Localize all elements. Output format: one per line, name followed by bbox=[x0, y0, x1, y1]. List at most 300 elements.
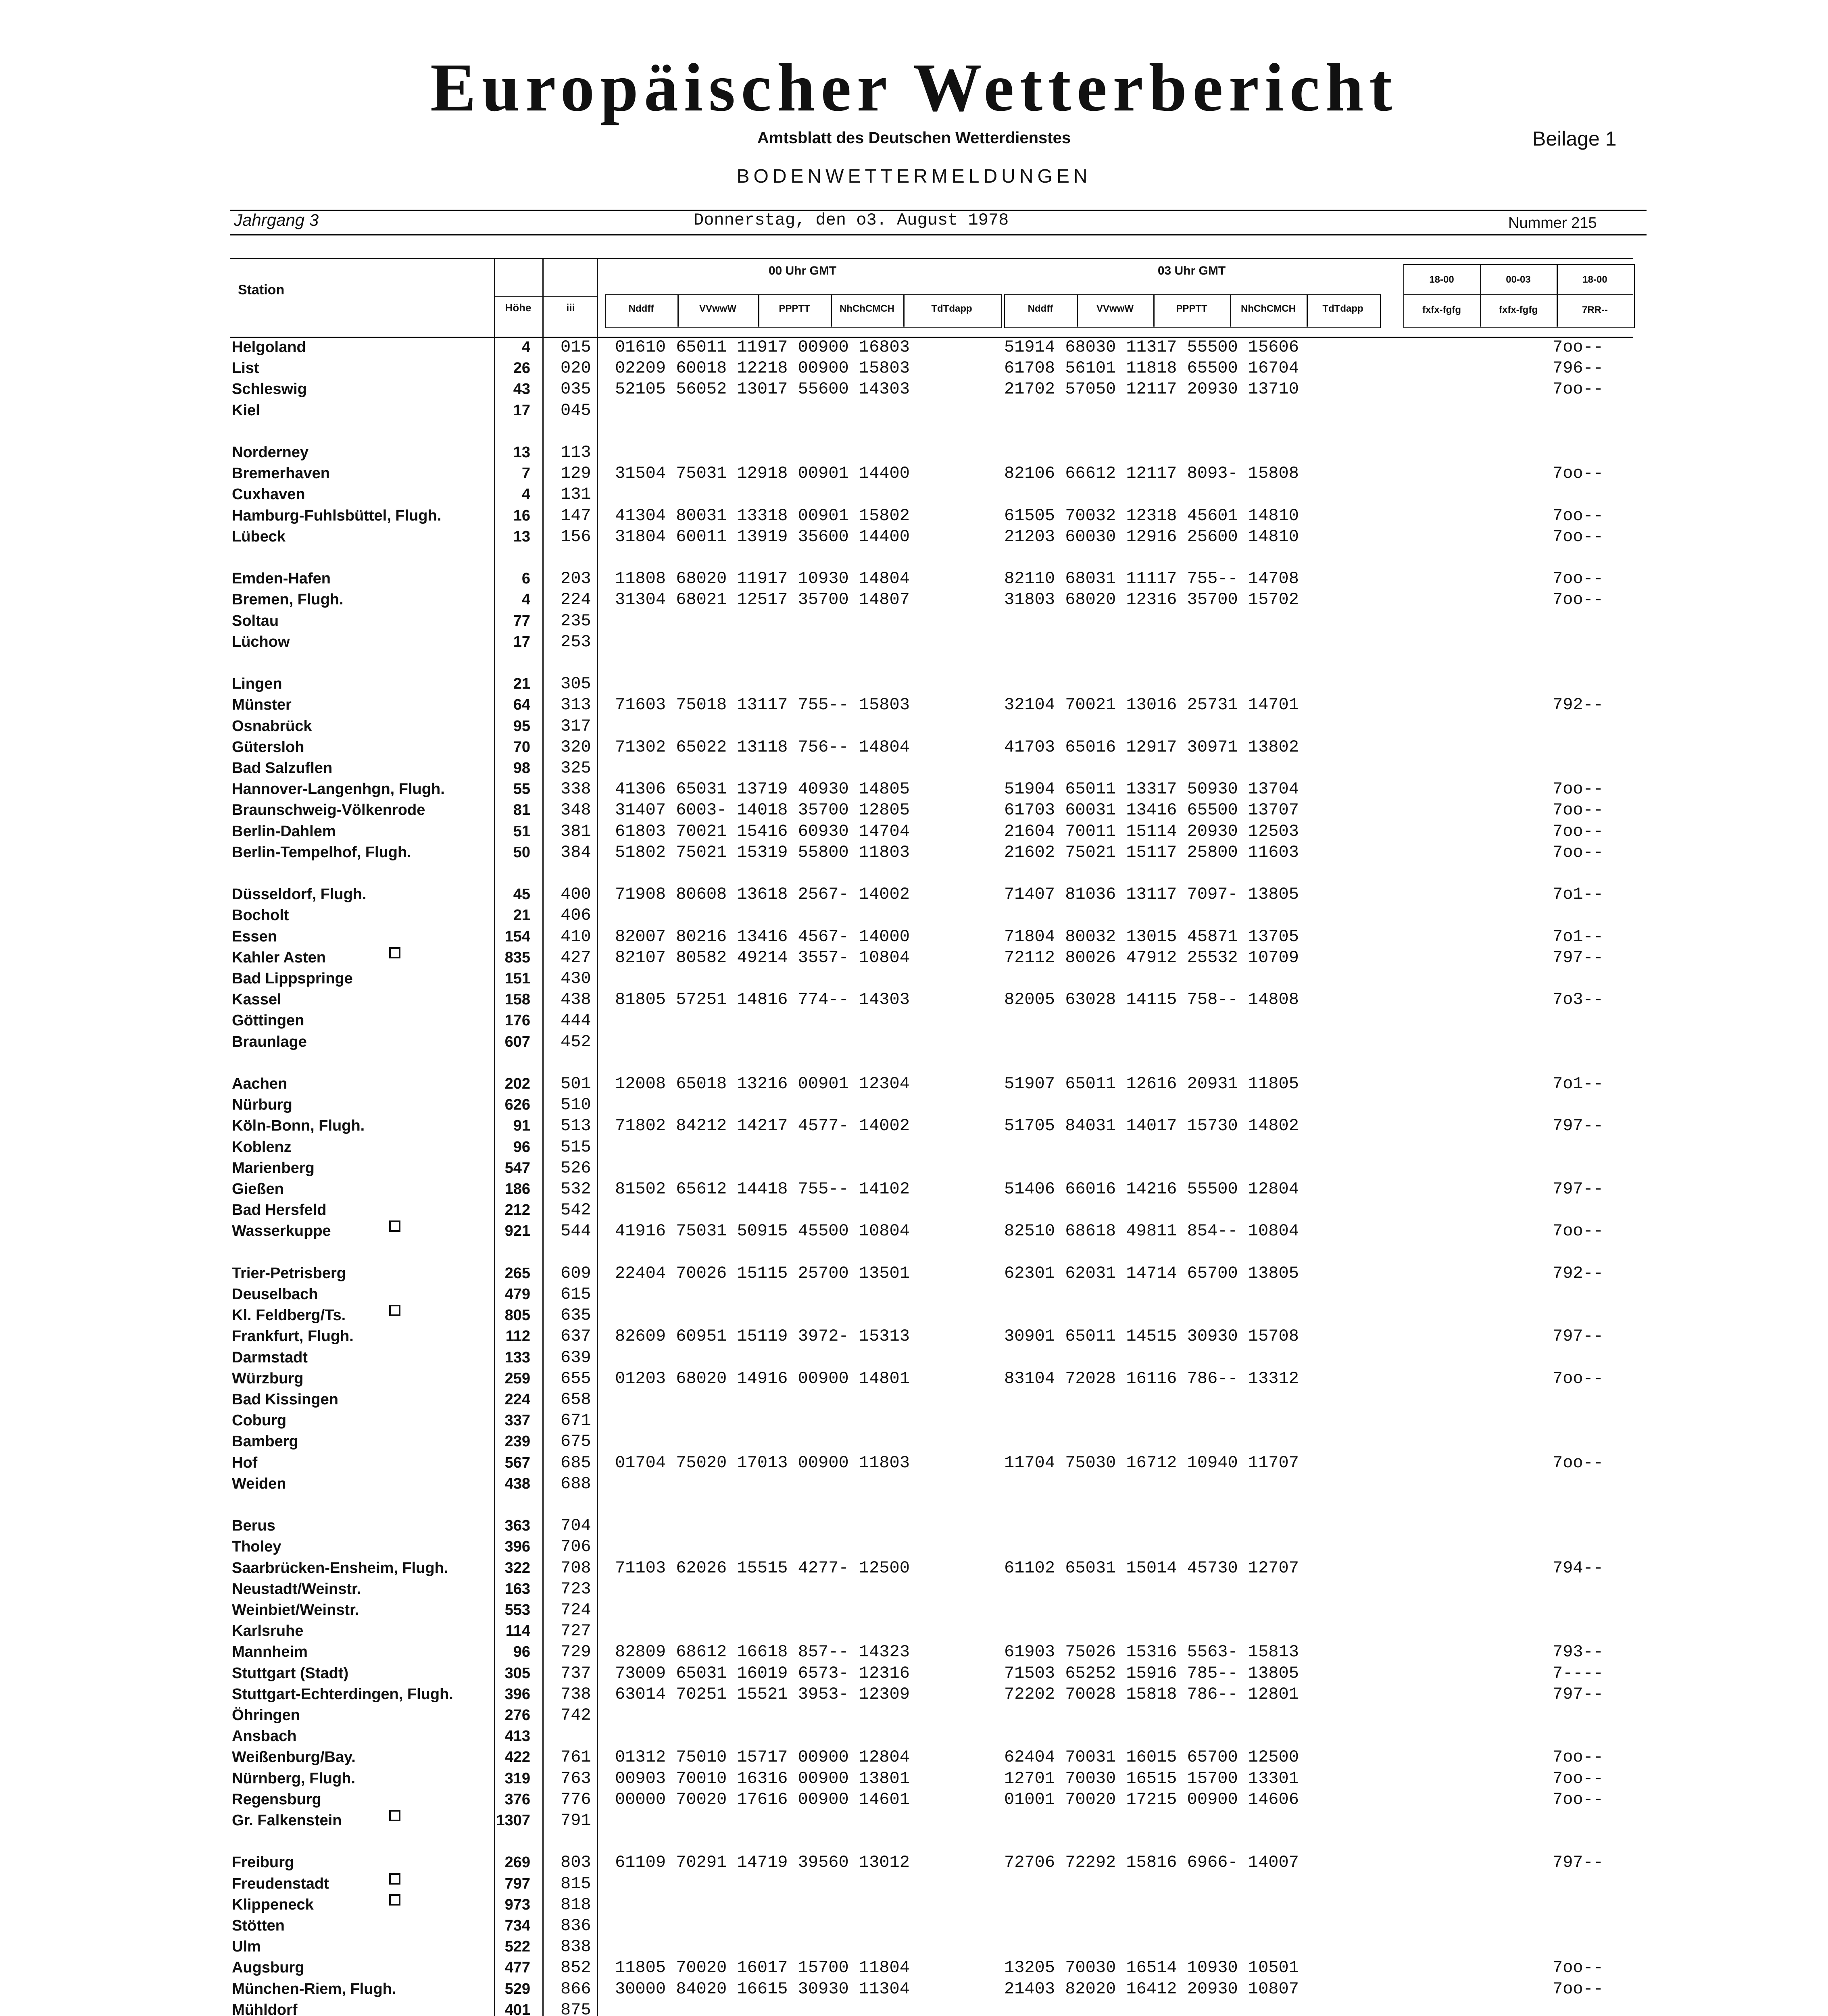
station-id: 015 bbox=[561, 337, 591, 357]
obs-00-utc: 11805 70020 16017 15700 11804 bbox=[615, 1958, 910, 1978]
col00-pppt: PPPTT bbox=[779, 303, 810, 314]
precip-group: 7o3-- bbox=[1553, 990, 1604, 1010]
station-id: 791 bbox=[561, 1811, 591, 1830]
open-square-icon bbox=[389, 1305, 400, 1316]
station-height: 4 bbox=[521, 339, 530, 356]
obs-00-utc: 52105 56052 13017 55600 14303 bbox=[615, 379, 910, 399]
table-row bbox=[0, 1894, 1828, 1915]
station-id: 427 bbox=[561, 948, 591, 967]
obs-00-utc: 01203 68020 14916 00900 14801 bbox=[615, 1368, 910, 1388]
obs-03-utc: 51904 65011 13317 50930 13704 bbox=[1004, 779, 1299, 799]
station-height: 734 bbox=[504, 1917, 530, 1934]
col00-tdtd: TdTdapp bbox=[931, 303, 972, 314]
station-id: 400 bbox=[561, 885, 591, 904]
obs-00-utc: 61803 70021 15416 60930 14704 bbox=[615, 821, 910, 841]
obs-00-utc: 82007 80216 13416 4567- 14000 bbox=[615, 927, 910, 946]
obs-00-utc: 71908 80608 13618 2567- 14002 bbox=[615, 885, 910, 904]
station-name: Weißenburg/Bay. bbox=[232, 1749, 356, 1766]
table-row bbox=[0, 1326, 1828, 1347]
station-id: 639 bbox=[561, 1347, 591, 1367]
station-height: 45 bbox=[513, 886, 530, 903]
precip-group: 796-- bbox=[1553, 358, 1604, 378]
table-row bbox=[0, 1684, 1828, 1705]
obs-03-utc: 30901 65011 14515 30930 15708 bbox=[1004, 1327, 1299, 1346]
table-row bbox=[0, 737, 1828, 758]
table-row bbox=[0, 779, 1828, 800]
station-id: 866 bbox=[561, 1979, 591, 1999]
precip-group: 7oo-- bbox=[1553, 1368, 1604, 1388]
station-name: Freiburg bbox=[232, 1854, 294, 1871]
station-name: Stuttgart-Echterdingen, Flugh. bbox=[232, 1685, 453, 1703]
col03-vvwww: VVwwW bbox=[1096, 303, 1134, 314]
iii-header: iii bbox=[566, 302, 575, 314]
obs-03-utc: 82106 66612 12117 8093- 15808 bbox=[1004, 464, 1299, 483]
station-id: 035 bbox=[561, 379, 591, 399]
station-height: 413 bbox=[504, 1728, 530, 1745]
obs-03-utc: 31803 68020 12316 35700 15702 bbox=[1004, 590, 1299, 610]
table-row bbox=[0, 1284, 1828, 1305]
station-name: Helgoland bbox=[232, 339, 306, 356]
station-height: 4 bbox=[521, 486, 530, 503]
station-id: 742 bbox=[561, 1706, 591, 1725]
station-name: Aachen bbox=[232, 1075, 288, 1092]
station-id: 685 bbox=[561, 1453, 591, 1472]
station-name: Gr. Falkenstein bbox=[232, 1812, 342, 1829]
report-number: Nummer 215 bbox=[1508, 215, 1597, 231]
station-name: Bad Lippspringe bbox=[232, 970, 353, 987]
station-id: 723 bbox=[561, 1579, 591, 1599]
station-height: 835 bbox=[504, 949, 530, 966]
obs-03-utc: 82110 68031 11117 755-- 14708 bbox=[1004, 569, 1299, 589]
precip-group: 7oo-- bbox=[1553, 800, 1604, 820]
table-row bbox=[0, 905, 1828, 926]
station-height: 70 bbox=[513, 738, 530, 756]
station-name: Würzburg bbox=[232, 1370, 304, 1387]
obs-03-utc: 82005 63028 14115 758-- 14808 bbox=[1004, 990, 1299, 1010]
station-height: 797 bbox=[504, 1875, 530, 1892]
station-id: 838 bbox=[561, 1937, 591, 1957]
table-row bbox=[0, 526, 1828, 547]
precip-group: 7oo-- bbox=[1553, 1747, 1604, 1767]
station-id: 384 bbox=[561, 842, 591, 862]
station-id: 515 bbox=[561, 1137, 591, 1157]
station-id: 203 bbox=[561, 569, 591, 589]
table-row bbox=[0, 989, 1828, 1010]
station-id: 818 bbox=[561, 1895, 591, 1914]
station-height: 202 bbox=[504, 1075, 530, 1092]
obs-03-utc: 51406 66016 14216 55500 12804 bbox=[1004, 1179, 1299, 1199]
station-height: 77 bbox=[513, 612, 530, 629]
table-row bbox=[0, 1389, 1828, 1410]
station-id: 776 bbox=[561, 1789, 591, 1809]
table-row bbox=[0, 1936, 1828, 1957]
table-row bbox=[0, 1663, 1828, 1684]
station-id: 452 bbox=[561, 1032, 591, 1052]
obs-00-utc: 31304 68021 12517 35700 14807 bbox=[615, 590, 910, 610]
precip-group: 7oo-- bbox=[1553, 464, 1604, 483]
station-height: 626 bbox=[504, 1096, 530, 1114]
precip-group: 7oo-- bbox=[1553, 1979, 1604, 1999]
station-height: 276 bbox=[504, 1707, 530, 1724]
precip-group: 792-- bbox=[1553, 1263, 1604, 1283]
station-name: Mannheim bbox=[232, 1643, 308, 1661]
station-name: Kiel bbox=[232, 402, 260, 419]
station-name: Norderney bbox=[232, 444, 309, 461]
precip-group: 7o1-- bbox=[1553, 1074, 1604, 1093]
obs-00-utc: 71802 84212 14217 4577- 14002 bbox=[615, 1116, 910, 1136]
obs-00-utc: 82107 80582 49214 3557- 10804 bbox=[615, 948, 910, 967]
table-row bbox=[0, 568, 1828, 589]
obs-00-utc: 41304 80031 13318 00901 15802 bbox=[615, 506, 910, 525]
jahrgang: Jahrgang 3 bbox=[234, 210, 319, 229]
station-height: 269 bbox=[504, 1854, 530, 1871]
station-name: Köln-Bonn, Flugh. bbox=[232, 1117, 365, 1135]
station-name: List bbox=[232, 360, 259, 377]
extra-bottom-3: 7RR-- bbox=[1582, 304, 1608, 315]
station-name: Berlin-Dahlem bbox=[232, 823, 336, 840]
station-id: 313 bbox=[561, 695, 591, 715]
table-row bbox=[0, 610, 1828, 631]
obs-03-utc: 13205 70030 16514 10930 10501 bbox=[1004, 1958, 1299, 1978]
precip-group: 7---- bbox=[1553, 1663, 1604, 1683]
obs-00-utc: 30000 84020 16615 30930 11304 bbox=[615, 1979, 910, 1999]
station-name: Stötten bbox=[232, 1917, 285, 1934]
table-row bbox=[0, 631, 1828, 652]
table-row bbox=[0, 1010, 1828, 1031]
obs-00-utc: 41916 75031 50915 45500 10804 bbox=[615, 1221, 910, 1241]
obs-03-utc: 71407 81036 13117 7097- 13805 bbox=[1004, 885, 1299, 904]
station-name: Göttingen bbox=[232, 1012, 304, 1029]
table-row bbox=[0, 1410, 1828, 1431]
station-height: 973 bbox=[504, 1896, 530, 1913]
station-height: 55 bbox=[513, 781, 530, 798]
station-height: 154 bbox=[504, 928, 530, 945]
station-name: Weiden bbox=[232, 1475, 286, 1492]
extra-box bbox=[1403, 264, 1635, 328]
obs-03-utc: 61505 70032 12318 45601 14810 bbox=[1004, 506, 1299, 525]
station-id: 325 bbox=[561, 758, 591, 778]
station-name: Öhringen bbox=[232, 1707, 300, 1724]
group-00-header: 00 Uhr GMT bbox=[768, 264, 837, 277]
station-id: 444 bbox=[561, 1011, 591, 1031]
station-id: 147 bbox=[561, 506, 591, 525]
obs-00-utc: 12008 65018 13216 00901 12304 bbox=[615, 1074, 910, 1093]
station-height: 337 bbox=[504, 1412, 530, 1429]
table-row bbox=[0, 1094, 1828, 1115]
obs-00-utc: 01610 65011 11917 00900 16803 bbox=[615, 337, 910, 357]
report-subtitle: Amtsblatt des Deutschen Wetterdienstes bbox=[757, 129, 1071, 147]
station-id: 675 bbox=[561, 1432, 591, 1452]
table-row bbox=[0, 358, 1828, 379]
station-name: Bremerhaven bbox=[232, 465, 330, 482]
table-row bbox=[0, 1705, 1828, 1726]
station-name: Bremen, Flugh. bbox=[232, 591, 344, 608]
obs-03-utc: 62301 62031 14714 65700 13805 bbox=[1004, 1263, 1299, 1283]
table-row bbox=[0, 1641, 1828, 1662]
station-id: 836 bbox=[561, 1916, 591, 1935]
obs-00-utc: 73009 65031 16019 6573- 12316 bbox=[615, 1663, 910, 1683]
station-name: Münster bbox=[232, 696, 292, 714]
obs-03-utc: 61102 65031 15014 45730 12707 bbox=[1004, 1558, 1299, 1578]
station-height: 13 bbox=[513, 444, 530, 461]
table-row bbox=[0, 926, 1828, 947]
station-id: 724 bbox=[561, 1600, 591, 1620]
obs-03-utc: 71804 80032 13015 45871 13705 bbox=[1004, 927, 1299, 946]
table-row bbox=[0, 758, 1828, 779]
precip-group: 7oo-- bbox=[1553, 527, 1604, 546]
station-id: 338 bbox=[561, 779, 591, 799]
station-name: Gütersloh bbox=[232, 738, 304, 756]
obs-00-utc: 31407 6003- 14018 35700 12805 bbox=[615, 800, 910, 820]
obs-03-utc: 11704 75030 16712 10940 11707 bbox=[1004, 1453, 1299, 1472]
station-id: 729 bbox=[561, 1642, 591, 1662]
station-name: Weinbiet/Weinstr. bbox=[232, 1602, 359, 1618]
station-id: 510 bbox=[561, 1095, 591, 1115]
table-row bbox=[0, 1979, 1828, 1999]
obs-03-utc: 83104 72028 16116 786-- 13312 bbox=[1004, 1368, 1299, 1388]
station-height: 363 bbox=[504, 1517, 530, 1535]
station-name: München-Riem, Flugh. bbox=[232, 1980, 396, 1997]
station-name: Braunschweig-Völkenrode bbox=[232, 802, 425, 819]
table-row bbox=[0, 716, 1828, 737]
station-height: 16 bbox=[513, 507, 530, 524]
obs-03-utc: 61903 75026 15316 5563- 15813 bbox=[1004, 1642, 1299, 1662]
station-name: Kahler Asten bbox=[232, 949, 326, 966]
obs-00-utc: 61109 70291 14719 39560 13012 bbox=[615, 1853, 910, 1872]
station-id: 761 bbox=[561, 1747, 591, 1767]
table-row bbox=[0, 1158, 1828, 1179]
station-id: 020 bbox=[561, 358, 591, 378]
table-row bbox=[0, 1536, 1828, 1557]
station-height: 6 bbox=[521, 570, 530, 587]
station-height: 43 bbox=[513, 381, 530, 398]
station-id: 609 bbox=[561, 1263, 591, 1283]
station-name: Lübeck bbox=[232, 528, 286, 545]
col00-nhch: NhChCMCH bbox=[840, 303, 894, 314]
obs-00-utc: 01312 75010 15717 00900 12804 bbox=[615, 1747, 910, 1767]
station-height: 522 bbox=[504, 1938, 530, 1956]
station-id: 381 bbox=[561, 821, 591, 841]
table-row bbox=[0, 694, 1828, 715]
col03-nddff: Nddff bbox=[1028, 303, 1053, 314]
table-row bbox=[0, 1263, 1828, 1284]
station-name: Kl. Feldberg/Ts. bbox=[232, 1307, 346, 1324]
station-height: 176 bbox=[504, 1012, 530, 1029]
col03-pppt: PPPTT bbox=[1176, 303, 1207, 314]
table-row bbox=[0, 1726, 1828, 1747]
station-id: 542 bbox=[561, 1200, 591, 1220]
table-row bbox=[0, 1368, 1828, 1389]
beilage-label: Beilage 1 bbox=[1532, 127, 1617, 150]
station-id: 532 bbox=[561, 1179, 591, 1199]
table-row bbox=[0, 442, 1828, 463]
station-id: 737 bbox=[561, 1663, 591, 1683]
table-row bbox=[0, 484, 1828, 505]
station-name: Hannover-Langenhgn, Flugh. bbox=[232, 781, 445, 798]
station-height: 805 bbox=[504, 1307, 530, 1324]
station-height: 151 bbox=[504, 970, 530, 987]
section-title: BODENWETTERMELDUNGEN bbox=[736, 166, 1092, 187]
station-height: 479 bbox=[504, 1286, 530, 1303]
station-id: 738 bbox=[561, 1684, 591, 1704]
group-03-header: 03 Uhr GMT bbox=[1157, 264, 1226, 277]
station-name: Bad Kissingen bbox=[232, 1391, 338, 1408]
station-name: Regensburg bbox=[232, 1791, 321, 1808]
station-height: 553 bbox=[504, 1602, 530, 1618]
station-name: Deuselbach bbox=[232, 1286, 318, 1303]
obs-00-utc: 82809 68612 16618 857-- 14323 bbox=[615, 1642, 910, 1662]
table-row bbox=[0, 1179, 1828, 1200]
station-name: Hof bbox=[232, 1454, 258, 1471]
precip-group: 797-- bbox=[1553, 1327, 1604, 1346]
station-height: 259 bbox=[504, 1370, 530, 1387]
table-row bbox=[0, 800, 1828, 821]
station-name: Cuxhaven bbox=[232, 486, 305, 503]
open-square-icon bbox=[389, 947, 400, 958]
obs-00-utc: 11808 68020 11917 10930 14804 bbox=[615, 569, 910, 589]
obs-00-utc: 02209 60018 12218 00900 15803 bbox=[615, 358, 910, 378]
table-row bbox=[0, 1473, 1828, 1494]
station-height: 319 bbox=[504, 1770, 530, 1787]
table-row bbox=[0, 1599, 1828, 1620]
station-name: Gießen bbox=[232, 1181, 284, 1198]
precip-group: 7oo-- bbox=[1553, 506, 1604, 525]
station-id: 615 bbox=[561, 1285, 591, 1304]
station-height: 163 bbox=[504, 1580, 530, 1597]
table-row bbox=[0, 1873, 1828, 1894]
table-row bbox=[0, 1579, 1828, 1599]
precip-group: 7oo-- bbox=[1553, 1221, 1604, 1241]
table-row bbox=[0, 1999, 1828, 2016]
precip-group: 7oo-- bbox=[1553, 1453, 1604, 1472]
obs-00-utc: 31504 75031 12918 00901 14400 bbox=[615, 464, 910, 483]
obs-03-utc: 61708 56101 11818 65500 16704 bbox=[1004, 358, 1299, 378]
obs-03-utc: 21403 82020 16412 20930 10807 bbox=[1004, 1979, 1299, 1999]
precip-group: 7oo-- bbox=[1553, 842, 1604, 862]
station-height: 50 bbox=[513, 843, 530, 861]
station-id: 131 bbox=[561, 485, 591, 504]
table-row bbox=[0, 1810, 1828, 1831]
table-row bbox=[0, 400, 1828, 421]
open-square-icon bbox=[389, 1873, 400, 1885]
col00-vvwww: VVwwW bbox=[699, 303, 736, 314]
station-id: 430 bbox=[561, 969, 591, 988]
station-id: 305 bbox=[561, 674, 591, 694]
precip-group: 7oo-- bbox=[1553, 779, 1604, 799]
station-id: 637 bbox=[561, 1327, 591, 1346]
obs-00-utc: 71302 65022 13118 756-- 14804 bbox=[615, 737, 910, 757]
table-top-rule bbox=[230, 258, 1633, 259]
station-height: 239 bbox=[504, 1433, 530, 1450]
precip-group: 7oo-- bbox=[1553, 821, 1604, 841]
station-id: 815 bbox=[561, 1874, 591, 1893]
obs-00-utc: 81805 57251 14816 774-- 14303 bbox=[615, 990, 910, 1010]
precip-group: 7oo-- bbox=[1553, 1789, 1604, 1809]
table-row bbox=[0, 1957, 1828, 1978]
hoehe-header: Höhe bbox=[505, 302, 532, 314]
station-name: Ulm bbox=[232, 1938, 261, 1956]
station-name: Lingen bbox=[232, 675, 282, 693]
station-name: Soltau bbox=[232, 612, 279, 629]
table-row bbox=[0, 1220, 1828, 1241]
station-id: 655 bbox=[561, 1368, 591, 1388]
extra-bottom-2: fxfx-fgfg bbox=[1499, 304, 1538, 315]
station-name: Essen bbox=[232, 928, 277, 945]
obs-00-utc: 51802 75021 15319 55800 11803 bbox=[615, 842, 910, 862]
precip-group: 797-- bbox=[1553, 1179, 1604, 1199]
station-height: 96 bbox=[513, 1138, 530, 1156]
table-row bbox=[0, 1137, 1828, 1158]
table-row bbox=[0, 1115, 1828, 1136]
station-height: 529 bbox=[504, 1980, 530, 1997]
obs-00-utc: 81502 65612 14418 755-- 14102 bbox=[615, 1179, 910, 1199]
station-id: 708 bbox=[561, 1558, 591, 1578]
obs-03-utc: 21604 70011 15114 20930 12503 bbox=[1004, 821, 1299, 841]
station-name: Frankfurt, Flugh. bbox=[232, 1328, 354, 1345]
station-name: Neustadt/Weinstr. bbox=[232, 1580, 361, 1597]
table-row bbox=[0, 1452, 1828, 1473]
precip-group: 7oo-- bbox=[1553, 337, 1604, 357]
table-row bbox=[0, 1305, 1828, 1326]
station-name: Bocholt bbox=[232, 907, 289, 924]
table-row bbox=[0, 1073, 1828, 1094]
table-row bbox=[0, 463, 1828, 484]
station-id: 706 bbox=[561, 1537, 591, 1557]
station-name: Darmstadt bbox=[232, 1349, 308, 1366]
station-height: 396 bbox=[504, 1538, 530, 1556]
station-id: 348 bbox=[561, 800, 591, 820]
station-id: 727 bbox=[561, 1621, 591, 1641]
station-height: 212 bbox=[504, 1202, 530, 1219]
station-id: 410 bbox=[561, 927, 591, 946]
station-name: Düsseldorf, Flugh. bbox=[232, 886, 367, 903]
station-name: Klippeneck bbox=[232, 1896, 314, 1913]
station-name: Coburg bbox=[232, 1412, 287, 1429]
station-height: 1307 bbox=[496, 1812, 530, 1829]
station-height: 81 bbox=[513, 802, 530, 819]
station-height: 265 bbox=[504, 1264, 530, 1282]
obs-03-utc: 12701 70030 16515 15700 13301 bbox=[1004, 1768, 1299, 1788]
obs-00-utc: 31804 60011 13919 35600 14400 bbox=[615, 527, 910, 546]
station-id: 658 bbox=[561, 1390, 591, 1409]
station-name: Freudenstadt bbox=[232, 1875, 329, 1892]
station-id: 235 bbox=[561, 611, 591, 631]
station-name: Osnabrück bbox=[232, 717, 312, 735]
station-id: 635 bbox=[561, 1306, 591, 1325]
obs-03-utc: 72112 80026 47912 25532 10709 bbox=[1004, 948, 1299, 967]
table-row bbox=[0, 1789, 1828, 1810]
station-name: Tholey bbox=[232, 1538, 281, 1556]
table-row bbox=[0, 1852, 1828, 1873]
station-name: Hamburg-Fuhlsbüttel, Flugh. bbox=[232, 507, 442, 524]
table-row bbox=[0, 1515, 1828, 1536]
station-id: 671 bbox=[561, 1411, 591, 1431]
precip-group: 7oo-- bbox=[1553, 1958, 1604, 1978]
station-id: 156 bbox=[561, 527, 591, 546]
station-height: 95 bbox=[513, 717, 530, 735]
station-height: 96 bbox=[513, 1643, 530, 1661]
station-height: 26 bbox=[513, 360, 530, 377]
table-row bbox=[0, 505, 1828, 526]
station-name: Wasserkuppe bbox=[232, 1223, 331, 1240]
table-row bbox=[0, 1620, 1828, 1641]
table-row bbox=[0, 968, 1828, 989]
precip-group: 7o1-- bbox=[1553, 885, 1604, 904]
station-height: 224 bbox=[504, 1391, 530, 1408]
precip-group: 7oo-- bbox=[1553, 1768, 1604, 1788]
station-height: 322 bbox=[504, 1559, 530, 1577]
station-height: 547 bbox=[504, 1159, 530, 1177]
